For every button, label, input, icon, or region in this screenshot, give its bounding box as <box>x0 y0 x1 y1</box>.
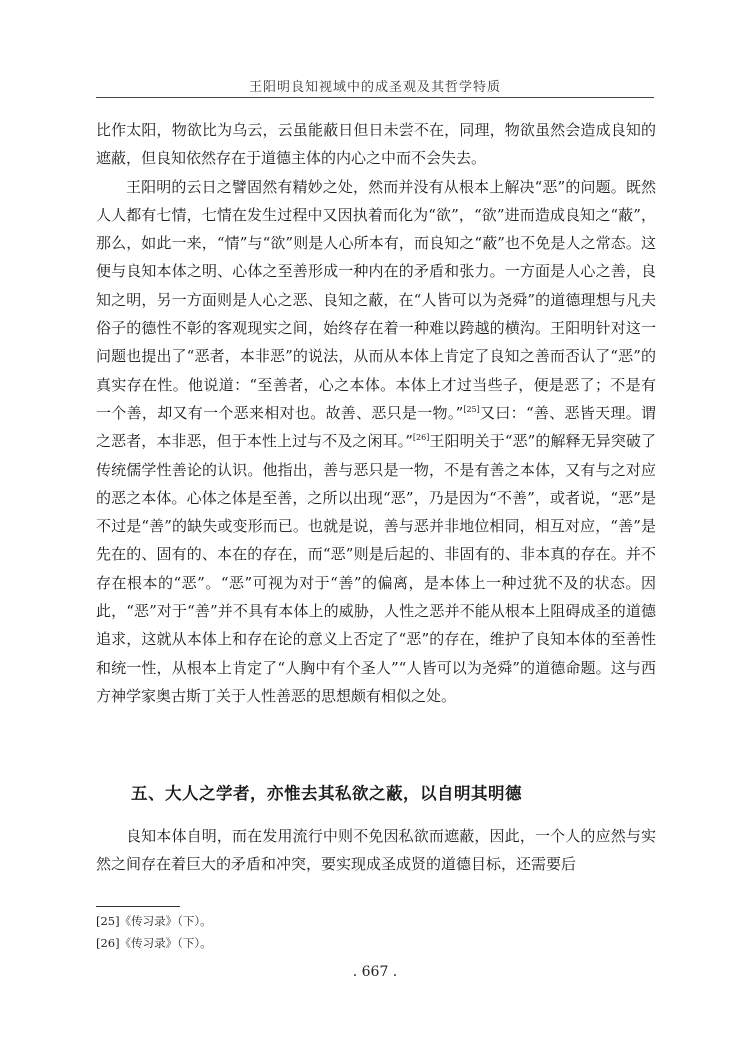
page-number: . 667 . <box>352 964 398 980</box>
footnote-ref-26[interactable]: [26] <box>412 433 430 443</box>
footnote-ref-25[interactable]: [25] <box>463 404 480 414</box>
section-heading: 五、大人之学者，亦惟去其私欲之蔽，以自明其明德 <box>131 784 522 803</box>
section-paragraph: 良知本体自明，而在发用流行中则不免因私欲而遮蔽，因此，一个人的应然与实然之间存在着巨大的矛盾和冲突，要实现成圣成贤的道德目标，还需要后 <box>96 827 656 874</box>
running-header: 王阳明良知视域中的成圣观及其哲学特质 <box>248 80 501 95</box>
footnote-rule <box>96 906 180 907</box>
header-rule <box>96 97 654 98</box>
section-body <box>96 822 656 879</box>
footnote-25: [25]《传习录》（下）。 <box>96 914 212 928</box>
paragraph-1: 比作太阳，物欲比为乌云，云虽能蔽日但日未尝不在，同理，物欲虽然会造成良知的遮蔽，但良知依然存在于道德主体的内心之中而不会失去。 <box>96 121 656 168</box>
footnote-26: [26]《传习录》（下）。 <box>96 936 212 950</box>
paragraph-2-tail: 王阳明关于“恶”的解释无异突破了传统儒学性善论的认识。他指出，善与恶只是一物，不是有善之本体，又有与之对应的恶之本体。心体之体是至善，之所以出现“恶”，乃是因为“不善”，或者说，“恶”是不过是“善”的缺失或变形而已。也就是说，善与恶并非地位相同，相互对应，“善”是先在的、固有的、本在的存在，而“恶”则是后起的、非固有的、非本真的存在。并不存在根本的“恶”。“恶”可视为对于“善”的偏离，是本体上一种过犹不及的状态。因此，“恶”对于“善”并不具有本体上的威胁，人性之恶并不能从根本上阻碍成圣的道德追求，这就从本体上和存在论的意义上否定了“恶”的存在，维护了良知本体的至善性和统一性，从根本上肯定了“人胸中有个圣人”“人皆可以为尧舜”的道德命题。这与西方神学家奥古斯丁关于人性善恶的思想颇有相似之处。 <box>96 432 657 705</box>
paragraph-2-text: 王阳明的云日之譬固然有精妙之处，然而并没有从根本上解决“恶”的问题。既然人人都有七情，七情在发生过程中又因执着而化为“欲”，“欲”进而造成良知之“蔽”，那么，如此一来，“情”与“欲”则是人心所本有，而良知之“蔽”也不免是人之常态。这便与良知本体之明、心体之至善形成一种内在的矛盾和张力。一方面是人心之善，良知之明，另一方面则是人心之恶、良知之蔽，在“人皆可以为尧舜”的道德理想与凡夫俗子的德性不彰的客观现实之间，始终存在着一种难以跨越的横沟。王阳明针对这一问题也提出了“恶者，本非恶”的说法，从而从本体上肯定了良知之善而否认了“恶”的真实存在性。他说道：“至善者，心之本体。本体上才过当些子，便是恶了；不是有一个善，却又有一个恶来相对也。故善、恶只是一物。” <box>96 177 656 422</box>
body-text <box>96 116 656 710</box>
paragraph-2-continuation: 又曰：“善、恶皆天理。谓之恶者，本非恶，但于本性上过与不及之闲耳。” <box>96 403 656 451</box>
paragraph-2 <box>96 173 656 711</box>
footnotes <box>96 910 496 954</box>
